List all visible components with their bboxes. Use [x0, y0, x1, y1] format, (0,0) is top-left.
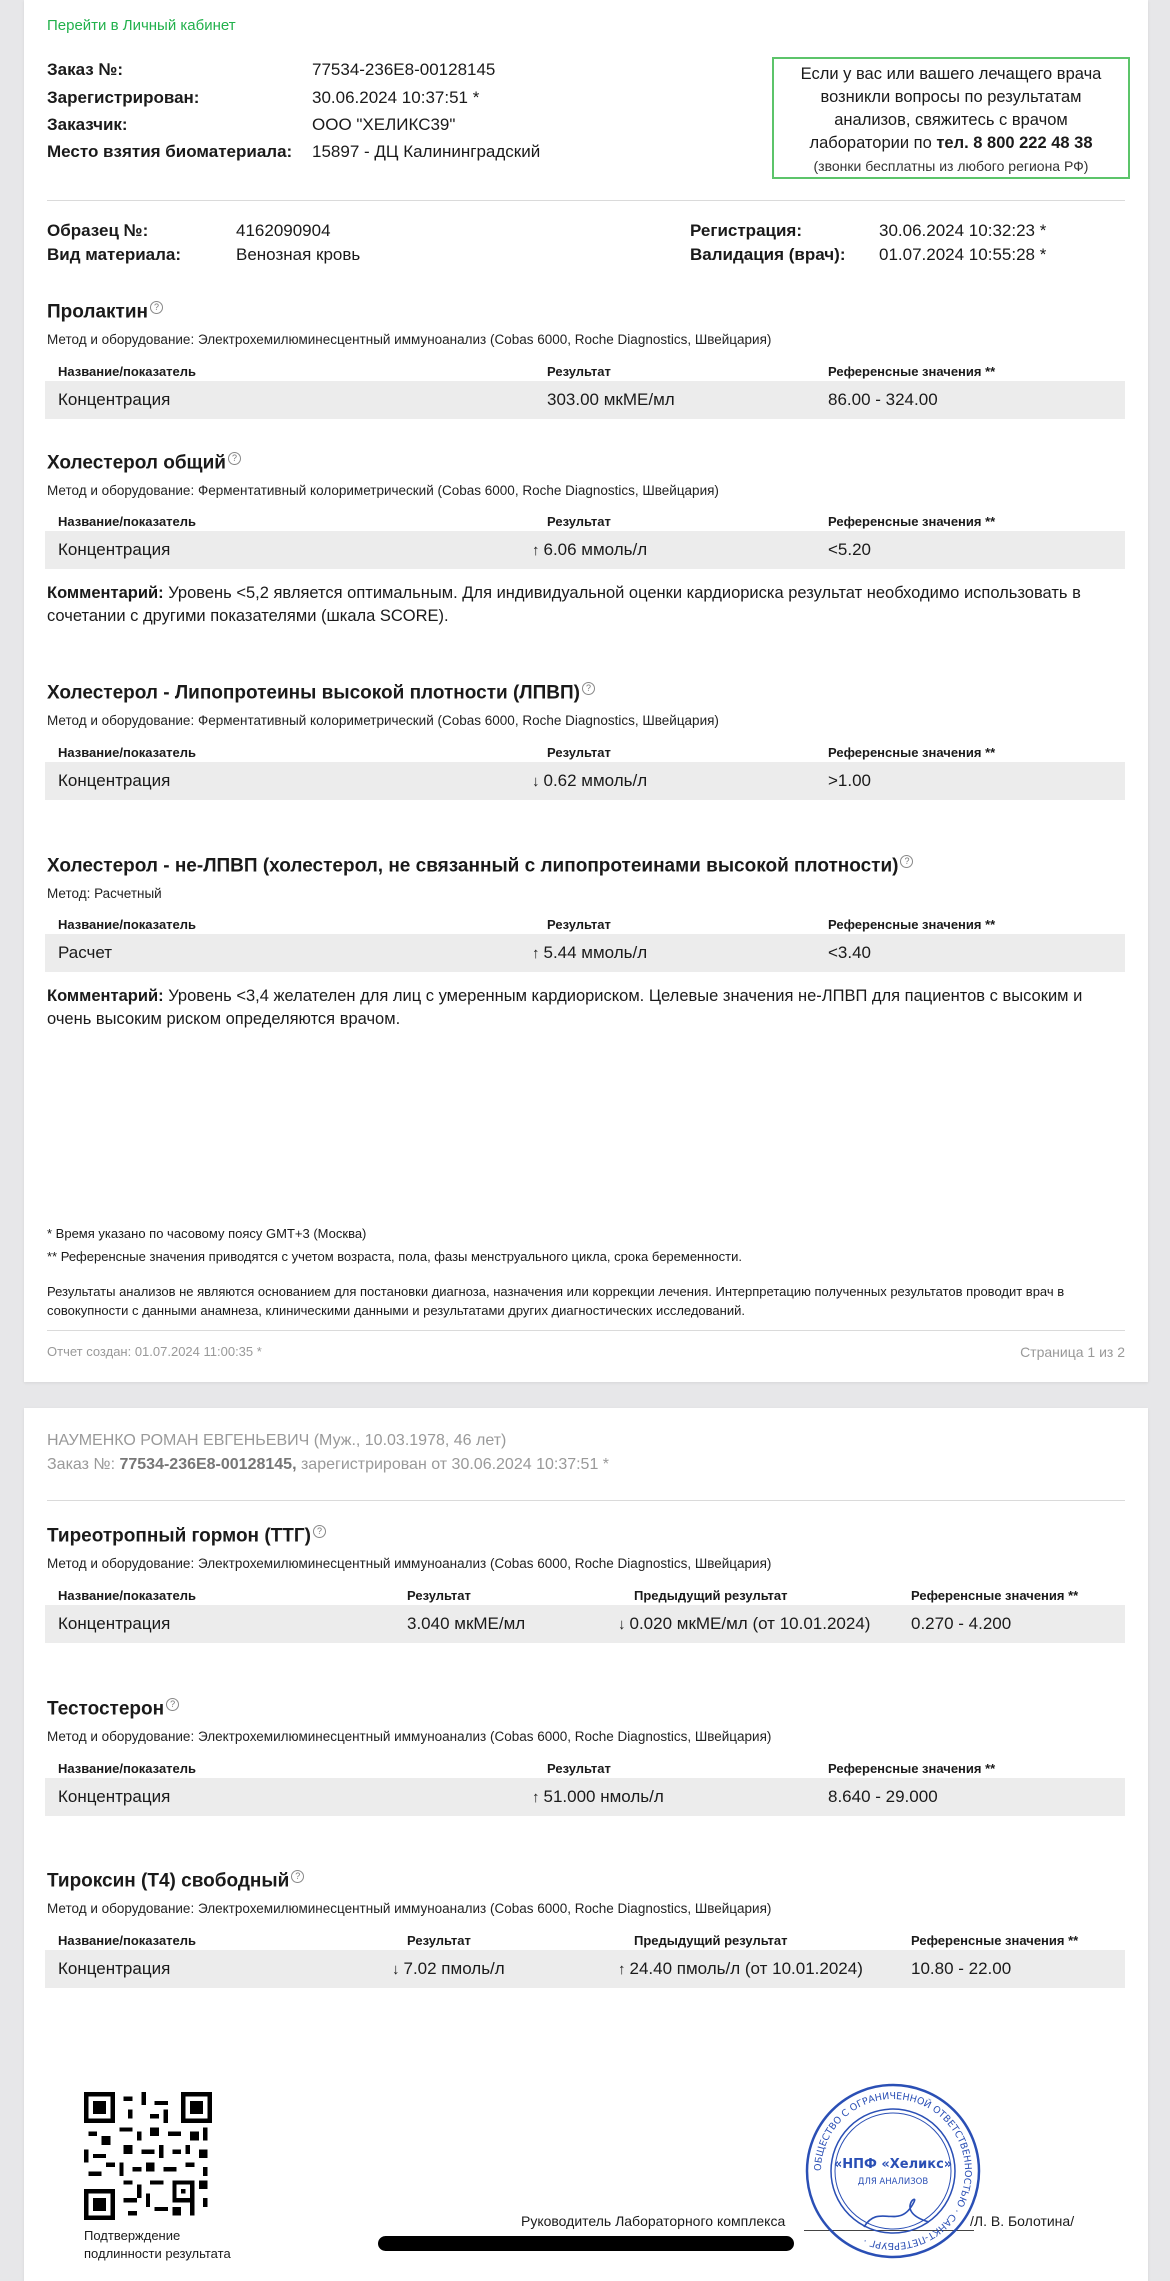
row-name: Концентрация — [58, 1614, 171, 1633]
validation-label: Валидация (врач): — [690, 245, 846, 264]
report-created: Отчет создан: 01.07.2024 11:00:35 * — [47, 1344, 262, 1359]
result-value: 5.44 ммоль/л — [543, 943, 648, 962]
sample-label: Образец №: — [47, 221, 149, 240]
customer-label: Заказчик: — [47, 115, 128, 134]
test-method: Метод и оборудование: Электрохемилюминесцентный иммуноанализ (Cobas 6000, Roche Diagnostics, Швейцария) — [47, 332, 772, 347]
material-value: Венозная кровь — [236, 245, 361, 264]
row-ref: 8.640 - 29.000 — [828, 1787, 938, 1806]
test-title-text: Холестерол - не-ЛПВП (холестерол, не связанный с липопротеинами высокой плотности) — [47, 855, 899, 877]
test-title — [47, 1698, 179, 1720]
col-header-ref: Референсные значения ** — [911, 1933, 1079, 1948]
infobox-line: анализов, свяжитесь с врачом — [834, 111, 1068, 129]
infobox-line — [774, 132, 1128, 155]
signature-name: /Л. В. Болотина/ — [970, 2213, 1075, 2229]
col-header-name: Название/показатель — [58, 1933, 197, 1948]
col-header-result: Результат — [407, 1588, 471, 1603]
order-info-label: Заказ №: — [47, 1456, 120, 1473]
test-method: Метод: Расчетный — [47, 886, 162, 901]
registration-value: 30.06.2024 10:32:23 * — [879, 221, 1047, 240]
col-header-ref: Референсные значения ** — [828, 917, 996, 932]
test-title-text: Пролактин — [47, 301, 149, 323]
order-number-label: Заказ №: — [47, 60, 124, 79]
arrow-up-icon: ↑ — [532, 1789, 540, 1806]
test-method: Метод и оборудование: Электрохемилюминесцентный иммуноанализ (Cobas 6000, Roche Diagnostics, Швейцария) — [47, 1556, 772, 1571]
test-title-text: Холестерол общий — [47, 452, 226, 474]
test-title — [47, 1870, 304, 1892]
help-icon[interactable]: ? — [291, 1870, 304, 1883]
test-title-text: Холестерол - Липопротеины высокой плотности (ЛПВП) — [47, 682, 580, 704]
footnote-time: * Время указано по часовому поясу GMT+3 (Москва) — [47, 1226, 367, 1241]
col-header-name: Название/показатель — [58, 1588, 197, 1603]
result-value: 7.02 пмоль/л — [403, 1959, 505, 1978]
row-name: Концентрация — [58, 390, 171, 409]
test-method: Метод и оборудование: Электрохемилюминесцентный иммуноанализ (Cobas 6000, Roche Diagnostics, Швейцария) — [47, 1729, 772, 1744]
col-header-name: Название/показатель — [58, 917, 197, 932]
arrow-down-icon: ↓ — [618, 1616, 626, 1633]
comment-text: Уровень <5,2 является оптимальным. Для индивидуальной оценки кардиориска результат необходимо использовать в сочетании с другими показателями (шкала SCORE). — [47, 584, 1081, 625]
col-header-result: Результат — [547, 514, 611, 529]
page-number: Страница 1 из 2 — [1020, 1344, 1125, 1360]
test-title-text: Тестостерон — [47, 1698, 165, 1720]
stamp-ring-text: ОБЩЕСТВО С ОГРАНИЧЕННОЙ ОТВЕТСТВЕННОСТЬЮ · САНКТ-ПЕТЕРБУРГ · — [812, 2090, 974, 2252]
row-prev-result — [618, 1614, 870, 1634]
place-label: Место взятия биоматериала: — [47, 142, 293, 161]
row-name: Концентрация — [58, 771, 171, 790]
order-info-date: зарегистрирован от 30.06.2024 10:37:51 * — [296, 1456, 610, 1473]
validation-value: 01.07.2024 10:55:28 * — [879, 245, 1047, 264]
test-title — [47, 301, 163, 323]
help-icon[interactable]: ? — [313, 1525, 326, 1538]
test-title-text: Тиреотропный гормон (ТТГ) — [47, 1525, 311, 1547]
infobox-line: возникли вопросы по результатам — [820, 88, 1082, 106]
row-prev-result — [618, 1959, 863, 1979]
row-result — [532, 943, 647, 963]
comment — [47, 985, 1127, 1031]
col-header-result: Результат — [547, 745, 611, 760]
sample-value: 4162090904 — [236, 221, 331, 240]
help-icon[interactable]: ? — [582, 682, 595, 695]
arrow-up-icon: ↑ — [618, 1961, 626, 1978]
result-value: 6.06 ммоль/л — [543, 540, 648, 559]
col-header-prev: Предыдущий результат — [634, 1588, 788, 1603]
customer-value: ООО "ХЕЛИКС39" — [312, 115, 456, 134]
col-header-name: Название/показатель — [58, 514, 197, 529]
order-number-value: 77534-236E8-00128145 — [312, 60, 496, 79]
doctor-contact-box — [772, 57, 1130, 179]
col-header-ref: Референсные значения ** — [911, 1588, 1079, 1603]
infobox-note: (звонки бесплатны из любого региона РФ) — [813, 158, 1089, 174]
col-header-ref: Референсные значения ** — [828, 745, 996, 760]
arrow-up-icon: ↑ — [532, 945, 540, 962]
col-header-ref: Референсные значения ** — [828, 364, 996, 379]
row-name: Концентрация — [58, 1787, 171, 1806]
registered-label: Зарегистрирован: — [47, 88, 200, 107]
signature-label: Руководитель Лабораторного комплекса — [521, 2213, 786, 2229]
test-title — [47, 855, 913, 877]
comment-label: Комментарий: — [47, 584, 164, 602]
comment-text: Уровень <3,4 желателен для лиц с умеренным кардиориском. Целевые значения не-ЛПВП для пациентов с высоким и очень высоким риском определяются врачом. — [47, 987, 1083, 1028]
infobox-line: Если у вас или вашего лечащего врача — [800, 65, 1102, 83]
home-indicator[interactable] — [378, 2236, 794, 2251]
qr-caption: Подтверждение — [84, 2228, 181, 2243]
col-header-ref: Референсные значения ** — [828, 1761, 996, 1776]
result-value: 51.000 нмоль/л — [543, 1787, 664, 1806]
help-icon[interactable]: ? — [166, 1698, 179, 1711]
stamp-center-text: «НПФ «Хеликс» — [833, 2157, 953, 2172]
test-method: Метод и оборудование: Ферментативный колориметрический (Cobas 6000, Roche Diagnostics, Швейцария) — [47, 713, 719, 728]
row-ref: 0.270 - 4.200 — [911, 1614, 1012, 1633]
prev-value: 24.40 пмоль/л (от 10.01.2024) — [629, 1959, 863, 1978]
arrow-up-icon: ↑ — [532, 542, 540, 559]
material-label: Вид материала: — [47, 245, 182, 264]
col-header-name: Название/показатель — [58, 364, 197, 379]
divider — [47, 1330, 1125, 1331]
test-method: Метод и оборудование: Электрохемилюминесцентный иммуноанализ (Cobas 6000, Roche Diagnostics, Швейцария) — [47, 1901, 772, 1916]
place-value: 15897 - ДЦ Калининградский — [312, 142, 541, 161]
row-name: Концентрация — [58, 1959, 171, 1978]
col-header-result: Результат — [547, 364, 611, 379]
comment — [47, 582, 1127, 628]
registered-value: 30.06.2024 10:37:51 * — [312, 88, 480, 107]
test-title — [47, 1525, 326, 1547]
footnote-ref: ** Референсные значения приводятся с учетом возраста, пола, фазы менструального цикла, срока беременности. — [47, 1249, 742, 1264]
arrow-down-icon: ↓ — [392, 1961, 400, 1978]
row-result — [392, 1959, 505, 1979]
result-value: 0.62 ммоль/л — [543, 771, 648, 790]
report-page-2 — [24, 1408, 1148, 2281]
row-result — [532, 540, 647, 560]
infobox-text: лаборатории по — [809, 134, 937, 152]
col-header-result: Результат — [407, 1933, 471, 1948]
personal-account-link[interactable]: Перейти в Личный кабинет — [47, 17, 236, 34]
row-result: 3.040 мкМЕ/мл — [407, 1614, 526, 1633]
help-icon[interactable]: ? — [900, 855, 913, 868]
row-result: 303.00 мкМЕ/мл — [547, 390, 675, 409]
company-stamp — [804, 2082, 982, 2260]
test-title — [47, 452, 241, 474]
help-icon[interactable]: ? — [228, 452, 241, 465]
row-result — [532, 771, 647, 791]
row-result — [532, 1787, 664, 1807]
row-ref: 10.80 - 22.00 — [911, 1959, 1012, 1978]
divider — [47, 1500, 1125, 1501]
row-ref: 86.00 - 324.00 — [828, 390, 938, 409]
col-header-ref: Референсные значения ** — [828, 514, 996, 529]
prev-value: 0.020 мкМЕ/мл (от 10.01.2024) — [629, 1614, 871, 1633]
arrow-down-icon: ↓ — [532, 773, 540, 790]
stamp-center-text: ДЛЯ АНАЛИЗОВ — [857, 2177, 929, 2187]
row-ref: <3.40 — [828, 943, 872, 962]
order-info-number: 77534-236E8-00128145, — [119, 1456, 297, 1473]
test-method: Метод и оборудование: Ферментативный колориметрический (Cobas 6000, Roche Diagnostics, Швейцария) — [47, 483, 719, 498]
comment-label: Комментарий: — [47, 987, 164, 1005]
order-info — [47, 1456, 609, 1474]
help-icon[interactable]: ? — [150, 301, 163, 314]
registration-label: Регистрация: — [690, 221, 803, 240]
row-name: Концентрация — [58, 540, 171, 559]
patient-info: НАУМЕНКО РОМАН ЕВГЕНЬЕВИЧ (Муж., 10.03.1978, 46 лет) — [47, 1432, 507, 1449]
qr-code[interactable] — [84, 2092, 212, 2220]
phone-number[interactable]: тел. 8 800 222 48 38 — [936, 134, 1093, 152]
col-header-result: Результат — [547, 1761, 611, 1776]
row-ref: <5.20 — [828, 540, 872, 559]
col-header-prev: Предыдущий результат — [634, 1933, 788, 1948]
test-title-text: Тироксин (Т4) свободный — [47, 1870, 290, 1892]
test-title — [47, 682, 595, 704]
divider — [47, 200, 1125, 201]
report-page-1 — [24, 0, 1148, 1382]
disclaimer: Результаты анализов не являются основанием для постановки диагноза, назначения или коррекции лечения. Интерпретацию полученных результатов проводит врач в совокупности с данными анамнеза, клиническими данными и результатами других диагностических исследований. — [47, 1284, 1065, 1318]
row-ref: >1.00 — [828, 771, 872, 790]
qr-caption: подлинности результата — [84, 2246, 231, 2261]
row-name: Расчет — [58, 943, 113, 962]
col-header-name: Название/показатель — [58, 1761, 197, 1776]
col-header-result: Результат — [547, 917, 611, 932]
col-header-name: Название/показатель — [58, 745, 197, 760]
